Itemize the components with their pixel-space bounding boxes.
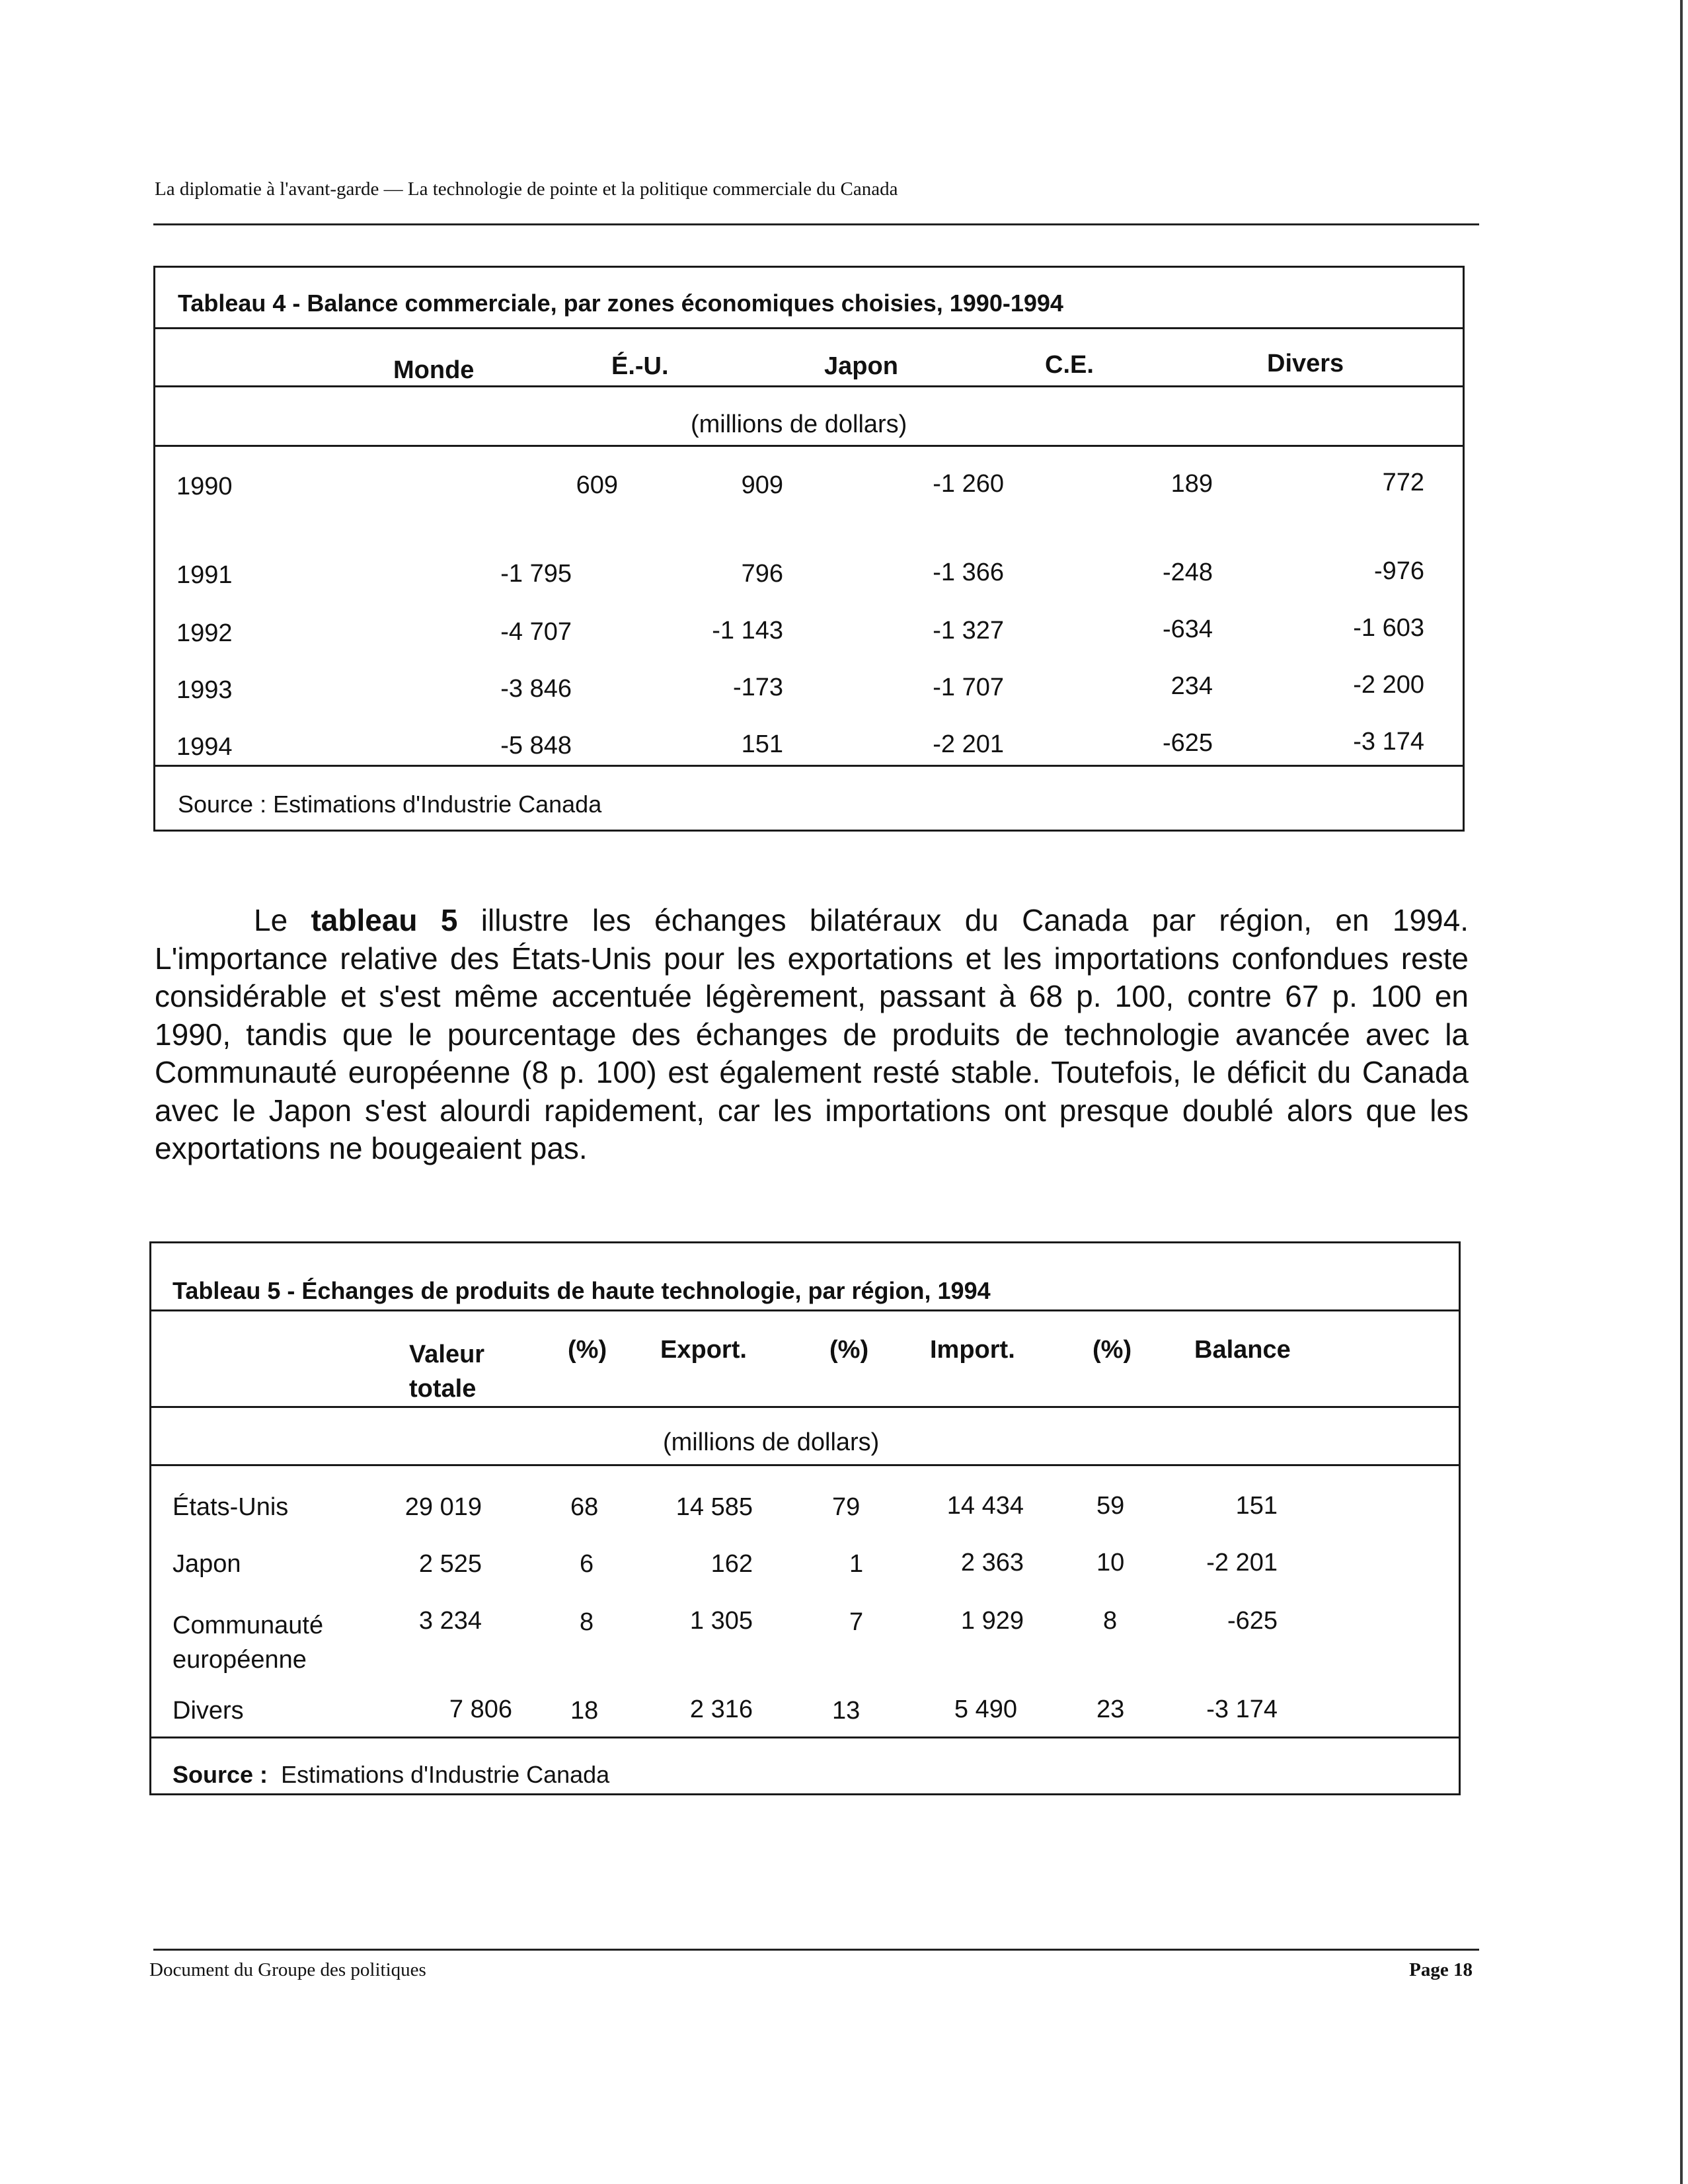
table-4-cell: -625: [1162, 729, 1213, 757]
table-5-cell: 1 929: [960, 1607, 1024, 1635]
table-5-cell: -625: [1227, 1607, 1278, 1635]
table-4-cell: 234: [1170, 672, 1213, 700]
table-5-row-label: Japon: [173, 1550, 241, 1578]
table-5-col-pct-export: (%): [829, 1336, 869, 1364]
table-5-cell: 1: [849, 1550, 864, 1578]
running-header: La diplomatie à l'avant-garde — La technologie de pointe et la politique commerciale du Canada: [155, 178, 898, 200]
table-4-cell: -5 848: [500, 732, 572, 760]
table-4-cell: -3 174: [1353, 728, 1424, 756]
table-5-cell: 3 234: [418, 1607, 482, 1635]
table-5-rule-4: [151, 1736, 1459, 1738]
table-5-col-valeur-line1: Valeur: [409, 1341, 485, 1368]
table-4-source: Source : Estimations d'Industrie Canada: [178, 791, 602, 818]
table-4-cell: -634: [1162, 615, 1213, 643]
table-4-cell: -1 260: [933, 470, 1004, 498]
table-4-cell: 609: [576, 471, 618, 499]
table-4-cell: -1 603: [1353, 614, 1424, 642]
table-4-row-label: 1994: [176, 733, 233, 761]
table-5-cell: 2 316: [689, 1696, 753, 1723]
table-4-cell: 772: [1382, 469, 1424, 496]
table-5-cell: 14 434: [946, 1492, 1024, 1520]
table-5-caption: Tableau 5 - Échanges de produits de haute technologie, par région, 1994: [173, 1277, 991, 1304]
table-4: [153, 266, 1465, 832]
page-number: Page 18: [1409, 1959, 1473, 1980]
table-4-col-divers: Divers: [1267, 350, 1344, 377]
table-5-cell: 1 305: [689, 1607, 753, 1635]
table-4-row-label: 1993: [176, 676, 233, 704]
body-paragraph: [155, 902, 1469, 1168]
table-4-cell: 151: [741, 730, 783, 758]
table-5-col-export: Export.: [660, 1336, 747, 1364]
table-5-cell: 5 490: [954, 1696, 1017, 1723]
table-5-cell: 23: [1096, 1696, 1125, 1723]
scan-edge-line: [1680, 0, 1683, 2184]
table-4-rule-3: [155, 445, 1463, 447]
table-5-row-label: [173, 1608, 323, 1677]
table-5-col-import: Import.: [930, 1336, 1015, 1364]
table-5-cell: 79: [832, 1493, 861, 1521]
table-4-cell: -1 143: [712, 617, 783, 644]
footer-rule: [153, 1949, 1479, 1951]
paragraph-bold-ref: tableau 5: [311, 903, 458, 937]
table-5-cell: -3 174: [1206, 1696, 1278, 1723]
table-4-cell: -1 366: [933, 559, 1004, 586]
table-4-units: (millions de dollars): [691, 410, 907, 438]
table-5-source: [173, 1763, 609, 1787]
table-5-cell: 7 806: [449, 1696, 512, 1723]
table-5-cell: 14 585: [675, 1493, 753, 1521]
table-5-rule-1: [151, 1309, 1459, 1311]
table-5-col-valeur-line2: totale: [409, 1375, 477, 1403]
table-4-row-label: 1990: [176, 473, 233, 500]
table-4-cell: -1 795: [500, 560, 572, 588]
table-5-row-label-line1: Communauté: [173, 1612, 324, 1639]
table-4-cell: -173: [732, 674, 783, 701]
table-5-cell: 162: [710, 1550, 753, 1578]
table-5-cell: 10: [1096, 1549, 1125, 1577]
table-4-cell: -2 201: [933, 730, 1004, 758]
table-5-cell: 6: [580, 1550, 594, 1578]
table-4-rule-2: [155, 385, 1463, 387]
table-4-rule-1: [155, 327, 1463, 329]
table-5-rule-3: [151, 1464, 1459, 1466]
table-5-cell: 18: [570, 1697, 599, 1725]
table-5-cell: 151: [1235, 1492, 1278, 1520]
table-4-cell: -3 846: [500, 675, 572, 703]
table-4-caption: Tableau 4 - Balance commerciale, par zones économiques choisies, 1990-1994: [178, 290, 1063, 317]
table-5-cell: 2 525: [418, 1550, 482, 1578]
table-5-cell: 2 363: [960, 1549, 1024, 1577]
table-5-units: (millions de dollars): [663, 1428, 880, 1456]
table-4-col-japon: Japon: [824, 352, 898, 380]
table-5-cell: 68: [570, 1493, 599, 1521]
table-4-col-ce: C.E.: [1045, 351, 1094, 379]
table-5-cell: 29 019: [404, 1493, 482, 1521]
table-5-cell: -2 201: [1206, 1549, 1278, 1577]
table-5-cell: 13: [832, 1697, 861, 1725]
table-5-col-pct-import: (%): [1093, 1336, 1132, 1364]
table-5-col-valeur: [409, 1337, 484, 1406]
paragraph-lead: Le: [254, 903, 311, 937]
table-5-source-text: Estimations d'Industrie Canada: [281, 1761, 610, 1788]
table-4-row-label: 1992: [176, 619, 233, 647]
table-5-cell: 8: [580, 1608, 594, 1636]
table-4-rule-4: [155, 765, 1463, 767]
table-5-row-label: États-Unis: [173, 1493, 289, 1521]
table-5-cell: 59: [1096, 1492, 1125, 1520]
table-4-cell: 189: [1170, 470, 1213, 498]
footer-document-title: Document du Groupe des politiques: [149, 1959, 426, 1980]
table-4-cell: -4 707: [500, 618, 572, 646]
table-4-cell: -976: [1373, 557, 1424, 585]
table-5-source-label: Source :: [173, 1761, 268, 1788]
table-5-col-balance: Balance: [1194, 1336, 1291, 1364]
table-4-cell: 909: [741, 471, 783, 499]
table-4-cell: -248: [1162, 559, 1213, 586]
paragraph-text: illustre les échanges bilatéraux du Canada par région, en 1994. L'importance relative des États-Unis pour les exportations et les importations confondues reste considérable et s'est même accentuée légèrement, passant à 68 p. 100, contre 67 p. 100 en 1990, tandis que le pourcentage des échanges de produits de technologie avancée avec la Communauté européenne (8 p. 100) est également resté stable. Toutefois, le déficit du Canada avec le Japon s'est alourdi rapidement, car les importations ont presque doublé alors que les exportations ne bougeaient pas.: [155, 903, 1469, 1165]
table-4-col-monde: Monde: [393, 356, 475, 384]
table-5: [149, 1241, 1461, 1795]
table-4-cell: -1 327: [933, 617, 1004, 644]
table-5-cell: 8: [1103, 1607, 1118, 1635]
table-4-col-eu: É.-U.: [611, 352, 669, 380]
table-4-row-label: 1991: [176, 561, 233, 589]
table-4-cell: 796: [741, 560, 783, 588]
table-5-row-label: Divers: [173, 1697, 244, 1725]
header-rule: [153, 223, 1479, 225]
table-5-row-label-line2: européenne: [173, 1646, 307, 1674]
table-4-cell: -1 707: [933, 674, 1004, 701]
table-4-cell: -2 200: [1353, 671, 1424, 699]
table-5-cell: 7: [849, 1608, 864, 1636]
table-5-col-pct-total: (%): [568, 1336, 607, 1364]
table-5-rule-2: [151, 1406, 1459, 1408]
